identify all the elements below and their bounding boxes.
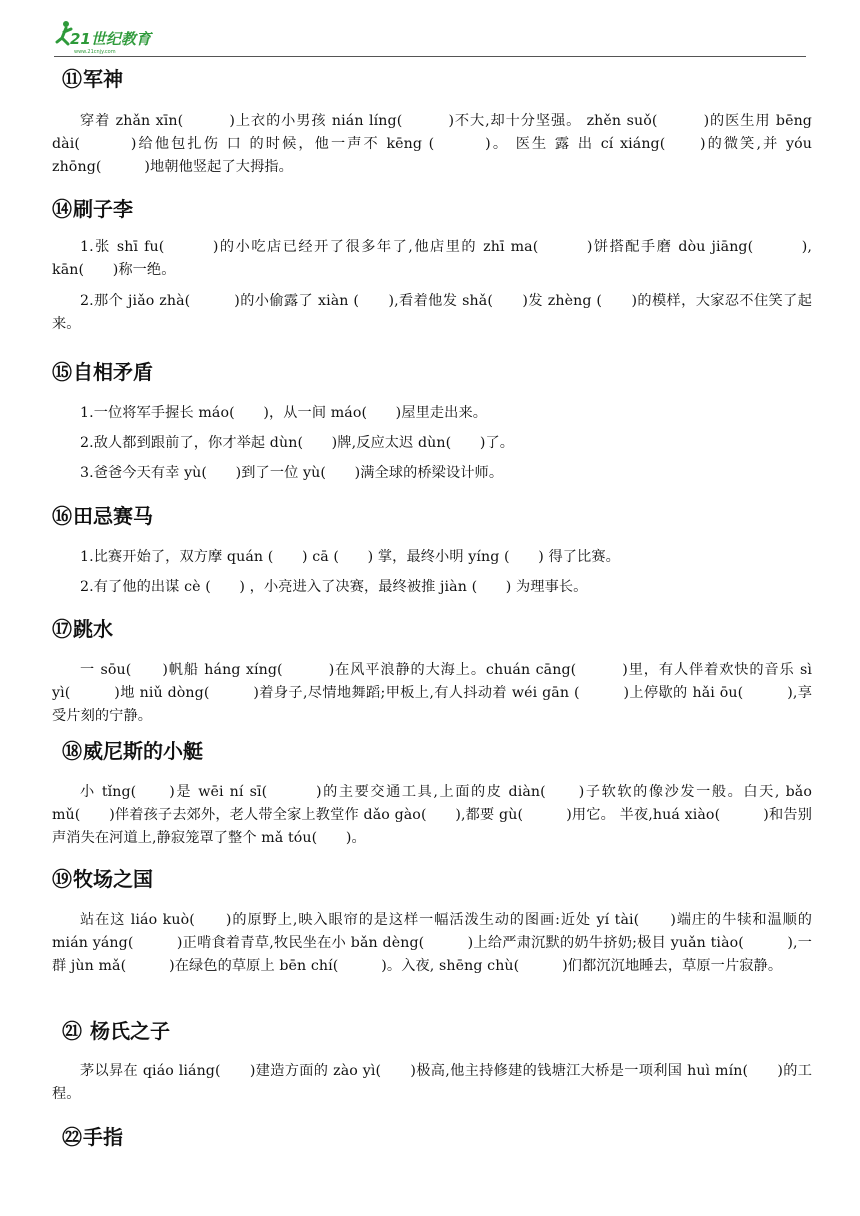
section-title: 手指 — [83, 1125, 123, 1149]
section-tianjisaima — [52, 503, 812, 599]
section-number: ㉒ — [62, 1125, 82, 1149]
section-shouzhi — [52, 1124, 812, 1150]
section-title: 牧场之国 — [73, 867, 153, 891]
section-number: ⑭ — [52, 197, 72, 221]
section-title: 军神 — [83, 67, 123, 91]
section-heading — [52, 359, 812, 385]
section-number: ⑰ — [52, 617, 72, 641]
logo-subtext: www.21cnjy.com — [74, 49, 116, 55]
section-number: ⑲ — [52, 867, 72, 891]
section-number: ⑮ — [52, 360, 72, 384]
section-title: 刷子李 — [73, 197, 133, 221]
exercise-paragraph: 站在这 liáo kuò( )的原野上,映入眼帘的是这样一幅活泼生动的图画:近处 yí tài( )端庄的牛犊和温顺的 mián yáng( )正啃食着青草,牧民坐在小 bǎn dèng( )上给严肃沉默的奶牛挤奶;极目 yuǎn tiào( ),一群 jùn mǎ( )在绿色的草原上 bēn chí( )。入夜, shēng chù( )们都沉沉地睡去，草原一片寂静。 — [52, 912, 812, 974]
section-number: ㉑ — [62, 1019, 82, 1043]
section-heading — [52, 1018, 812, 1044]
exercise-item: 1.张 shī fu( )的小吃店已经开了很多年了,他店里的 zhī ma( )饼搭配手磨 dòu jiāng( ), kān( )称一绝。 — [52, 239, 812, 278]
exercise-paragraph: 穿着 zhǎn xīn( )上衣的小男孩 nián líng( )不大,却十分坚强。 zhěn suǒ( )的医生用 bēng dài( )给他包扎伤 口 的时候，他一声不 kēng ( )。 医生 露 出 cí xiáng( )的微笑,并 yóu zhōng( )地朝他竖起了大拇指。 — [52, 113, 812, 175]
section-heading — [52, 196, 812, 222]
section-yangshizhizi — [52, 1018, 812, 1106]
logo-text: 21世纪教育 — [70, 30, 151, 48]
logo-21cnjy — [54, 18, 151, 58]
section-muchangzhiguo — [52, 866, 812, 978]
section-title: 杨氏之子 — [83, 1019, 170, 1043]
section-zixiangmaodun — [52, 359, 812, 485]
exercise-item: 3.爸爸今天有幸 yù( )到了一位 yù( )满全球的桥梁设计师。 — [80, 465, 504, 481]
section-title: 威尼斯的小艇 — [83, 739, 203, 763]
section-title: 跳水 — [73, 617, 113, 641]
section-number: ⑪ — [62, 67, 82, 91]
section-heading — [52, 738, 812, 764]
section-junshen — [52, 66, 812, 179]
section-title: 自相矛盾 — [73, 360, 153, 384]
section-heading — [52, 866, 812, 892]
section-shuazili — [52, 196, 812, 336]
section-heading — [52, 616, 812, 642]
section-heading — [52, 1124, 812, 1150]
section-number: ⑯ — [52, 504, 72, 528]
section-title: 田忌赛马 — [73, 504, 153, 528]
exercise-item: 1.一位将军手握长 máo( )，从一间 máo( )屋里走出来。 — [80, 405, 488, 421]
exercise-paragraph: 小 tǐng( )是 wēi ní sī( )的主要交通工具,上面的皮 diàn( )子软软的像沙发一般。白天, bǎo mǔ( )伴着孩子去郊外，老人带全家上教堂作 dǎo gào( ),都要 gù( )用它。 半夜,huá xiào( )和告别声消失在河道上,静寂笼罩了整个 mǎ tóu( )。 — [52, 784, 812, 846]
section-weinisi — [52, 738, 812, 850]
header-divider — [54, 56, 806, 57]
exercise-item: 2.有了他的出谋 cè ( ) ，小亮进入了决赛，最终被推 jiàn ( ) 为理事长。 — [80, 579, 588, 595]
section-heading — [52, 66, 812, 92]
exercise-item: 1.比赛开始了，双方摩 quán ( ) cā ( ) 掌，最终小明 yíng ( ) 得了比赛。 — [80, 549, 620, 565]
section-heading — [52, 503, 812, 529]
section-number: ⑱ — [62, 739, 82, 763]
exercise-item: 2.敌人都到跟前了，你才举起 dùn( )牌,反应太迟 dùn( )了。 — [80, 435, 515, 451]
exercise-paragraph: 茅以昇在 qiáo liáng( )建造方面的 zào yì( )极高,他主持修建的钱塘江大桥是一项利国 huì mín( )的工程。 — [52, 1063, 812, 1102]
exercise-paragraph: 一 sōu( )帆船 háng xíng( )在风平浪静的大海上。chuán cāng( )里，有人伴着欢快的音乐 sì yì( )地 niǔ dòng( )着身子,尽情地舞蹈;甲板上,有人抖动着 wéi gān ( )上停歇的 hǎi ōu( ),享受片刻的宁静。 — [52, 662, 812, 724]
exercise-item: 2.那个 jiǎo zhà( )的小偷露了 xiàn ( ),看着他发 shǎ( )发 zhèng ( )的模样，大家忍不住笑了起来。 — [52, 293, 812, 332]
section-tiaoshui — [52, 616, 812, 728]
